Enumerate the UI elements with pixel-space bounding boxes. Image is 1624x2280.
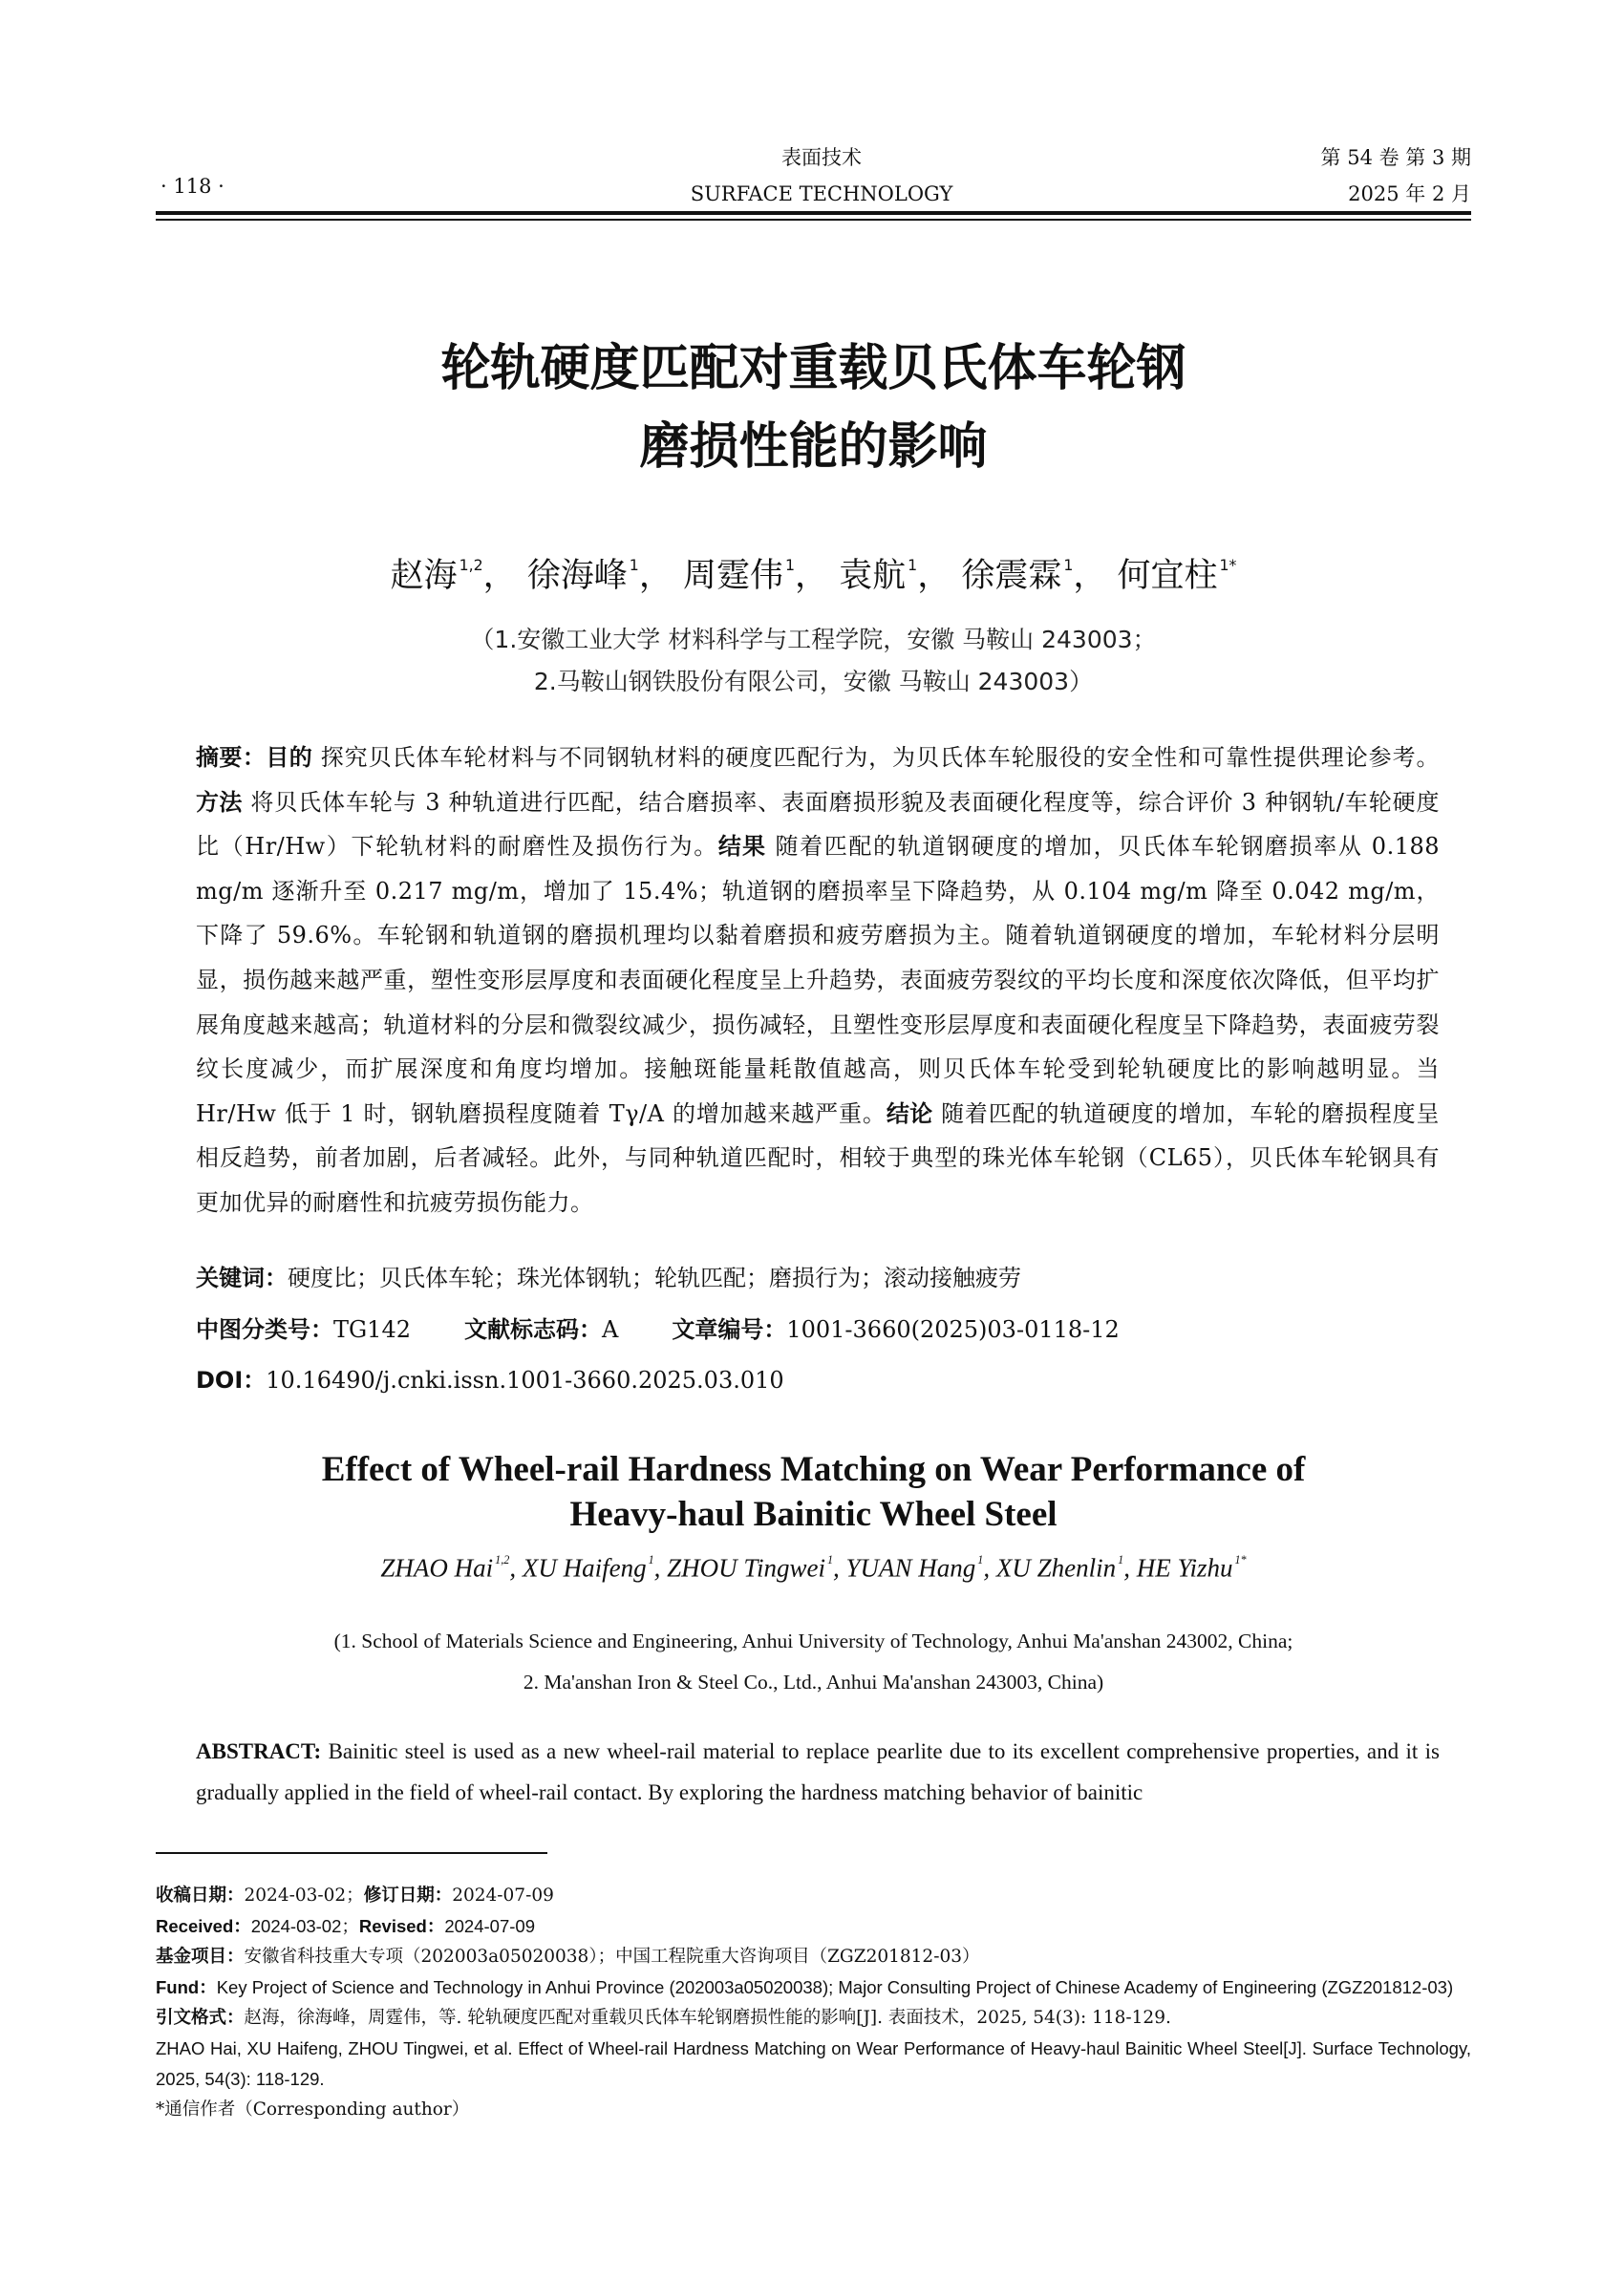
citation-cn-label: 引文格式： — [156, 2008, 245, 2028]
author-affil-sup: 1 — [784, 555, 795, 574]
revised-cn-date: 2024-07-09 — [452, 1886, 554, 1906]
author-cn: 袁航 — [839, 557, 907, 595]
affiliation-cn-line1: （1.安徽工业大学 材料科学与工程学院，安徽 马鞍山 243003； — [470, 626, 1157, 653]
clc-value: TG142 — [333, 1316, 411, 1343]
volume-issue: 第 54 卷 第 3 期 — [1320, 146, 1471, 169]
fund-cn-label: 基金项目： — [156, 1947, 245, 1967]
author-cn: 徐震霖 — [961, 557, 1062, 595]
footnotes — [156, 1881, 1471, 2125]
article-no-label: 文章编号： — [672, 1316, 787, 1343]
keywords-text: 硬度比；贝氏体车轮；珠光体钢轨；轮轨匹配；磨损行为；滚动接触疲劳 — [288, 1265, 1021, 1291]
affiliation-cn-line2: 2.马鞍山钢铁股份有限公司，安徽 马鞍山 243003） — [533, 668, 1094, 695]
clc-label: 中图分类号： — [196, 1316, 333, 1343]
purpose-text: 探究贝氏体车轮材料与不同钢轨材料的硬度匹配行为，为贝氏体车轮服役的安全性和可靠性提供理论参考。 — [312, 744, 1441, 771]
journal-name-en: SURFACE TECHNOLOGY — [690, 182, 953, 205]
citation-en: ZHAO Hai, XU Haifeng, ZHOU Tingwei, et al. Effect of Wheel-rail Hardness Matching on Wear Performance of Heavy-haul Bainitic Wheel Steel[J]. Surface Technology, 2025, 54(3): 118-129. — [156, 2038, 1471, 2089]
doc-code-label: 文献标志码： — [464, 1316, 602, 1343]
author-affil-sup: 1,2 — [495, 1553, 510, 1566]
citation-cn — [156, 2003, 1471, 2034]
author-en: HE Yizhu — [1136, 1553, 1233, 1583]
author-affil-sup: 1* — [1219, 555, 1237, 574]
title-cn-line1: 轮轨硬度匹配对重载贝氏体车轮钢 — [440, 340, 1186, 397]
article-title-en — [156, 1447, 1471, 1537]
author-affil-sup: 1 — [908, 555, 918, 574]
footnote-rule — [156, 1852, 547, 1854]
conclusion-text: 随着匹配的轨道硬度的增加，车轮的磨损程度呈相反趋势，前者加剧，后者减轻。此外，与同种轨道匹配时，相较于典型的珠光体车轮钢（CL65），贝氏体车轮钢具有更加优异的耐磨性和抗疲劳损伤能力。 — [196, 1099, 1440, 1216]
author-cn: 周霆伟 — [682, 557, 783, 595]
author-list-en: ZHAO Hai $^{1,2}$, XU Haifeng $^1$, ZHOU Tingwei $^1$, YUAN Hang $^1$, XU Zhenlin $^1$, HE Yizhu $^{1*}$ — [380, 1553, 1247, 1583]
doi-line — [196, 1361, 1440, 1395]
affiliation-en-line2: 2. Ma'anshan Iron & Steel Co., Ltd., Anhui Ma'anshan 243003, China) — [523, 1671, 1104, 1694]
title-en-line1: Effect of Wheel-rail Hardness Matching on Wear Performance of — [321, 1450, 1306, 1489]
journal-name-cn: 表面技术 — [781, 146, 862, 169]
revised-en-date: 2024-07-09 — [444, 1916, 535, 1936]
author-en: YUAN Hang — [845, 1553, 976, 1583]
author-affil-sup: 1 — [1063, 555, 1074, 574]
received-cn — [156, 1881, 1471, 1911]
author-cn: 徐海峰 — [526, 557, 628, 595]
abstract-en — [196, 1731, 1440, 1813]
abstract-label-cn: 摘要： — [196, 744, 267, 771]
abstract-cn — [196, 735, 1440, 1225]
result-label: 结果 — [717, 833, 767, 861]
doc-code-value: A — [602, 1316, 619, 1343]
article-no-value: 1001-3660(2025)03-0118-12 — [786, 1316, 1120, 1343]
conclusion-label: 结论 — [886, 1099, 933, 1127]
author-affil-sup: 1 — [1118, 1553, 1124, 1566]
received-en-date: 2024-03-02； — [250, 1916, 359, 1936]
author-en: ZHOU Tingwei — [667, 1553, 825, 1583]
method-text: 将贝氏体车轮与 3 种轨道进行匹配，结合磨损率、表面磨损形貌及表面硬化程度等，综合评价 3 种钢轨/车轮硬度比（Hr/Hw）下轮轨材料的耐磨性及损伤行为。 — [196, 788, 1440, 861]
issue-date: 2025 年 2 月 — [1348, 182, 1471, 205]
author-en: ZHAO Hai — [380, 1553, 494, 1583]
citation-cn-text: 赵海，徐海峰，周霆伟，等. 轮轨硬度匹配对重载贝氏体车轮钢磨损性能的影响[J]. 表面技术，2025, 54(3): 118-129. — [244, 2008, 1171, 2028]
received-cn-date: 2024-03-02； — [244, 1886, 364, 1906]
method-label: 方法 — [196, 788, 243, 816]
author-en: XU Zhenlin — [995, 1553, 1117, 1583]
author-affil-sup: 1 — [629, 555, 639, 574]
doi-label: DOI： — [196, 1367, 267, 1394]
author-affil-sup: 1* — [1234, 1553, 1247, 1566]
author-affil-sup: 1 — [826, 1553, 834, 1566]
abstract-en-text: Bainitic steel is used as a new wheel-rail material to replace pearlite due to its excellent comprehensive properties, and it is gradually applied in the field of wheel-rail contact. By exploring the hardness matching behavior of bainitic — [196, 1739, 1440, 1804]
author-affil-sup: 1 — [648, 1553, 654, 1566]
author-cn: 何宜柱 — [1117, 557, 1218, 595]
author-affil-sup: 1,2 — [459, 555, 483, 574]
affiliations-cn — [156, 619, 1471, 703]
author-affil-sup: 1 — [977, 1553, 984, 1566]
abstract-label-en: ABSTRACT: — [196, 1739, 322, 1763]
header-rule-thin — [156, 219, 1471, 221]
author-en: XU Haifeng — [522, 1553, 647, 1583]
page-number: · 118 · — [160, 175, 224, 198]
title-cn-line2: 磨损性能的影响 — [639, 418, 988, 476]
received-cn-label: 收稿日期： — [156, 1886, 245, 1906]
revised-en-label: Revised： — [358, 1916, 445, 1936]
fund-cn-text: 安徽省科技重大专项（202003a05020038）；中国工程院重大咨询项目（ZGZ201812-03） — [244, 1947, 980, 1967]
received-en-label: Received： — [156, 1916, 251, 1936]
fund-en-text: Key Project of Science and Technology in Anhui Province (202003a05020038); Major Consulting Project of Chinese Academy of Engineering (ZGZ201812-03) — [216, 1977, 1454, 1997]
title-en-line2: Heavy-haul Bainitic Wheel Steel — [569, 1495, 1058, 1534]
keywords-cn — [196, 1259, 1440, 1292]
fund-en — [156, 1972, 1471, 2003]
header-rule-thick — [156, 211, 1471, 215]
received-en — [156, 1911, 1471, 1942]
result-text: 随着匹配的轨道钢硬度的增加，贝氏体车轮钢磨损率从 0.188 mg/m 逐渐升至 0.217 mg/m，增加了 15.4%；轨道钢的磨损率呈下降趋势，从 0.104 mg/m 降至 0.042 mg/m，下降了 59.6%。车轮钢和轨道钢的磨损机理均以黏着磨损和疲劳磨损为主。随着轨道钢硬度的增加，车轮材料分层明显，损伤越来越严重，塑性变形层厚度和表面硬化程度呈上升趋势，表面疲劳裂纹的平均长度和深度依次降低，但平均扩展角度越来越高；轨道材料的分层和微裂纹减少，损伤减轻，且塑性变形层厚度和表面硬化程度呈下降趋势，表面疲劳裂纹长度减少，而扩展深度和角度均增加。接触斑能量耗散值越高，则贝氏体车轮受到轮轨硬度比的影响越明显。当 Hr/Hw 低于 1 时，钢轨磨损程度随着 Tγ/A 的增加越来越严重。 — [196, 833, 1441, 1127]
author-list-cn: 赵海 $^{1,2}$， 徐海峰 $^1$， 周霆伟 $^1$， 袁航 $^1$， 徐震霖 $^1$， 何宜柱 $^{1*}$ — [390, 555, 1237, 595]
corresponding-author: *通信作者（Corresponding author） — [156, 2099, 470, 2120]
running-header-journal — [573, 139, 1070, 212]
fund-en-label: Fund： — [156, 1977, 217, 1997]
classification-line — [196, 1310, 1440, 1344]
affiliations-en — [156, 1621, 1471, 1703]
purpose-label: 目的 — [266, 744, 313, 771]
article-title-cn — [156, 330, 1471, 486]
keywords-label: 关键词： — [196, 1265, 288, 1291]
revised-cn-label: 修订日期： — [363, 1886, 453, 1906]
author-cn: 赵海 — [390, 557, 458, 595]
fund-cn — [156, 1942, 1471, 1972]
running-header-issue — [1321, 139, 1471, 212]
affiliation-en-line1: (1. School of Materials Science and Engineering, Anhui University of Technology, Anhui Ma'anshan 243002, China; — [333, 1630, 1293, 1652]
doi-link[interactable]: 10.16490/j.cnki.issn.1001-3660.2025.03.010 — [266, 1367, 784, 1394]
